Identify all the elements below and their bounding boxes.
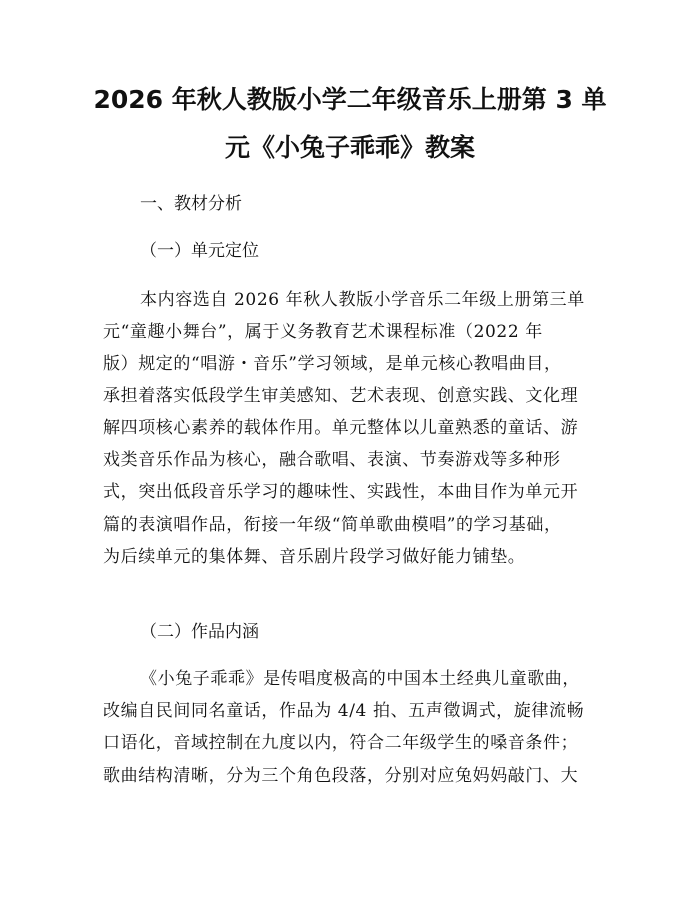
paragraph1-line: 本内容选自 2026 年秋人教版小学音乐二年级上册第三单 [140,290,585,310]
paragraph1-line: 元“童趣小舞台”，属于义务教育艺术课程标准（2022 年 [103,322,543,342]
paragraph1-line: 为后续单元的集体舞、音乐剧片段学习做好能力铺垫。 [103,547,526,567]
paragraph2-line: 歌曲结构清晰，分为三个角色段落，分别对应兔妈妈敲门、大 [103,766,579,786]
subsection-heading-unit-positioning: （一）单元定位 [140,241,259,261]
paragraph2-line: 口语化，音域控制在九度以内，符合二年级学生的嗓音条件； [103,733,579,753]
paragraph2-line: 《小兔子乖乖》是传唱度极高的中国本土经典儿童歌曲， [140,669,580,689]
paragraph1-line: 解四项核心素养的载体作用。单元整体以儿童熟悉的童话、游 [103,418,579,438]
section-heading-analysis: 一、教材分析 [140,194,242,214]
paragraph1-line: 戏类音乐作品为核心，融合歌唱、表演、节奏游戏等多种形 [103,450,561,470]
paragraph1-line: 式，突出低段音乐学习的趣味性、实践性，本曲目作为单元开 [103,482,579,502]
subsection-heading-work-connotation: （二）作品内涵 [140,622,259,642]
document-title-line-2: 元《小兔子乖乖》教案 [224,133,475,162]
paragraph2-line: 改编自民间同名童话，作品为 4/4 拍、五声徵调式，旋律流畅 [103,701,585,721]
paragraph1-line: 篇的表演唱作品，衔接一年级“简单歌曲模唱”的学习基础， [103,515,562,535]
paragraph1-line: 承担着落实低段学生审美感知、艺术表现、创意实践、文化理 [103,386,579,406]
document-title-line-1: 2026 年秋人教版小学二年级音乐上册第 3 单 [93,85,607,114]
paragraph1-line: 版）规定的“唱游・音乐”学习领域，是单元核心教唱曲目， [103,354,562,374]
